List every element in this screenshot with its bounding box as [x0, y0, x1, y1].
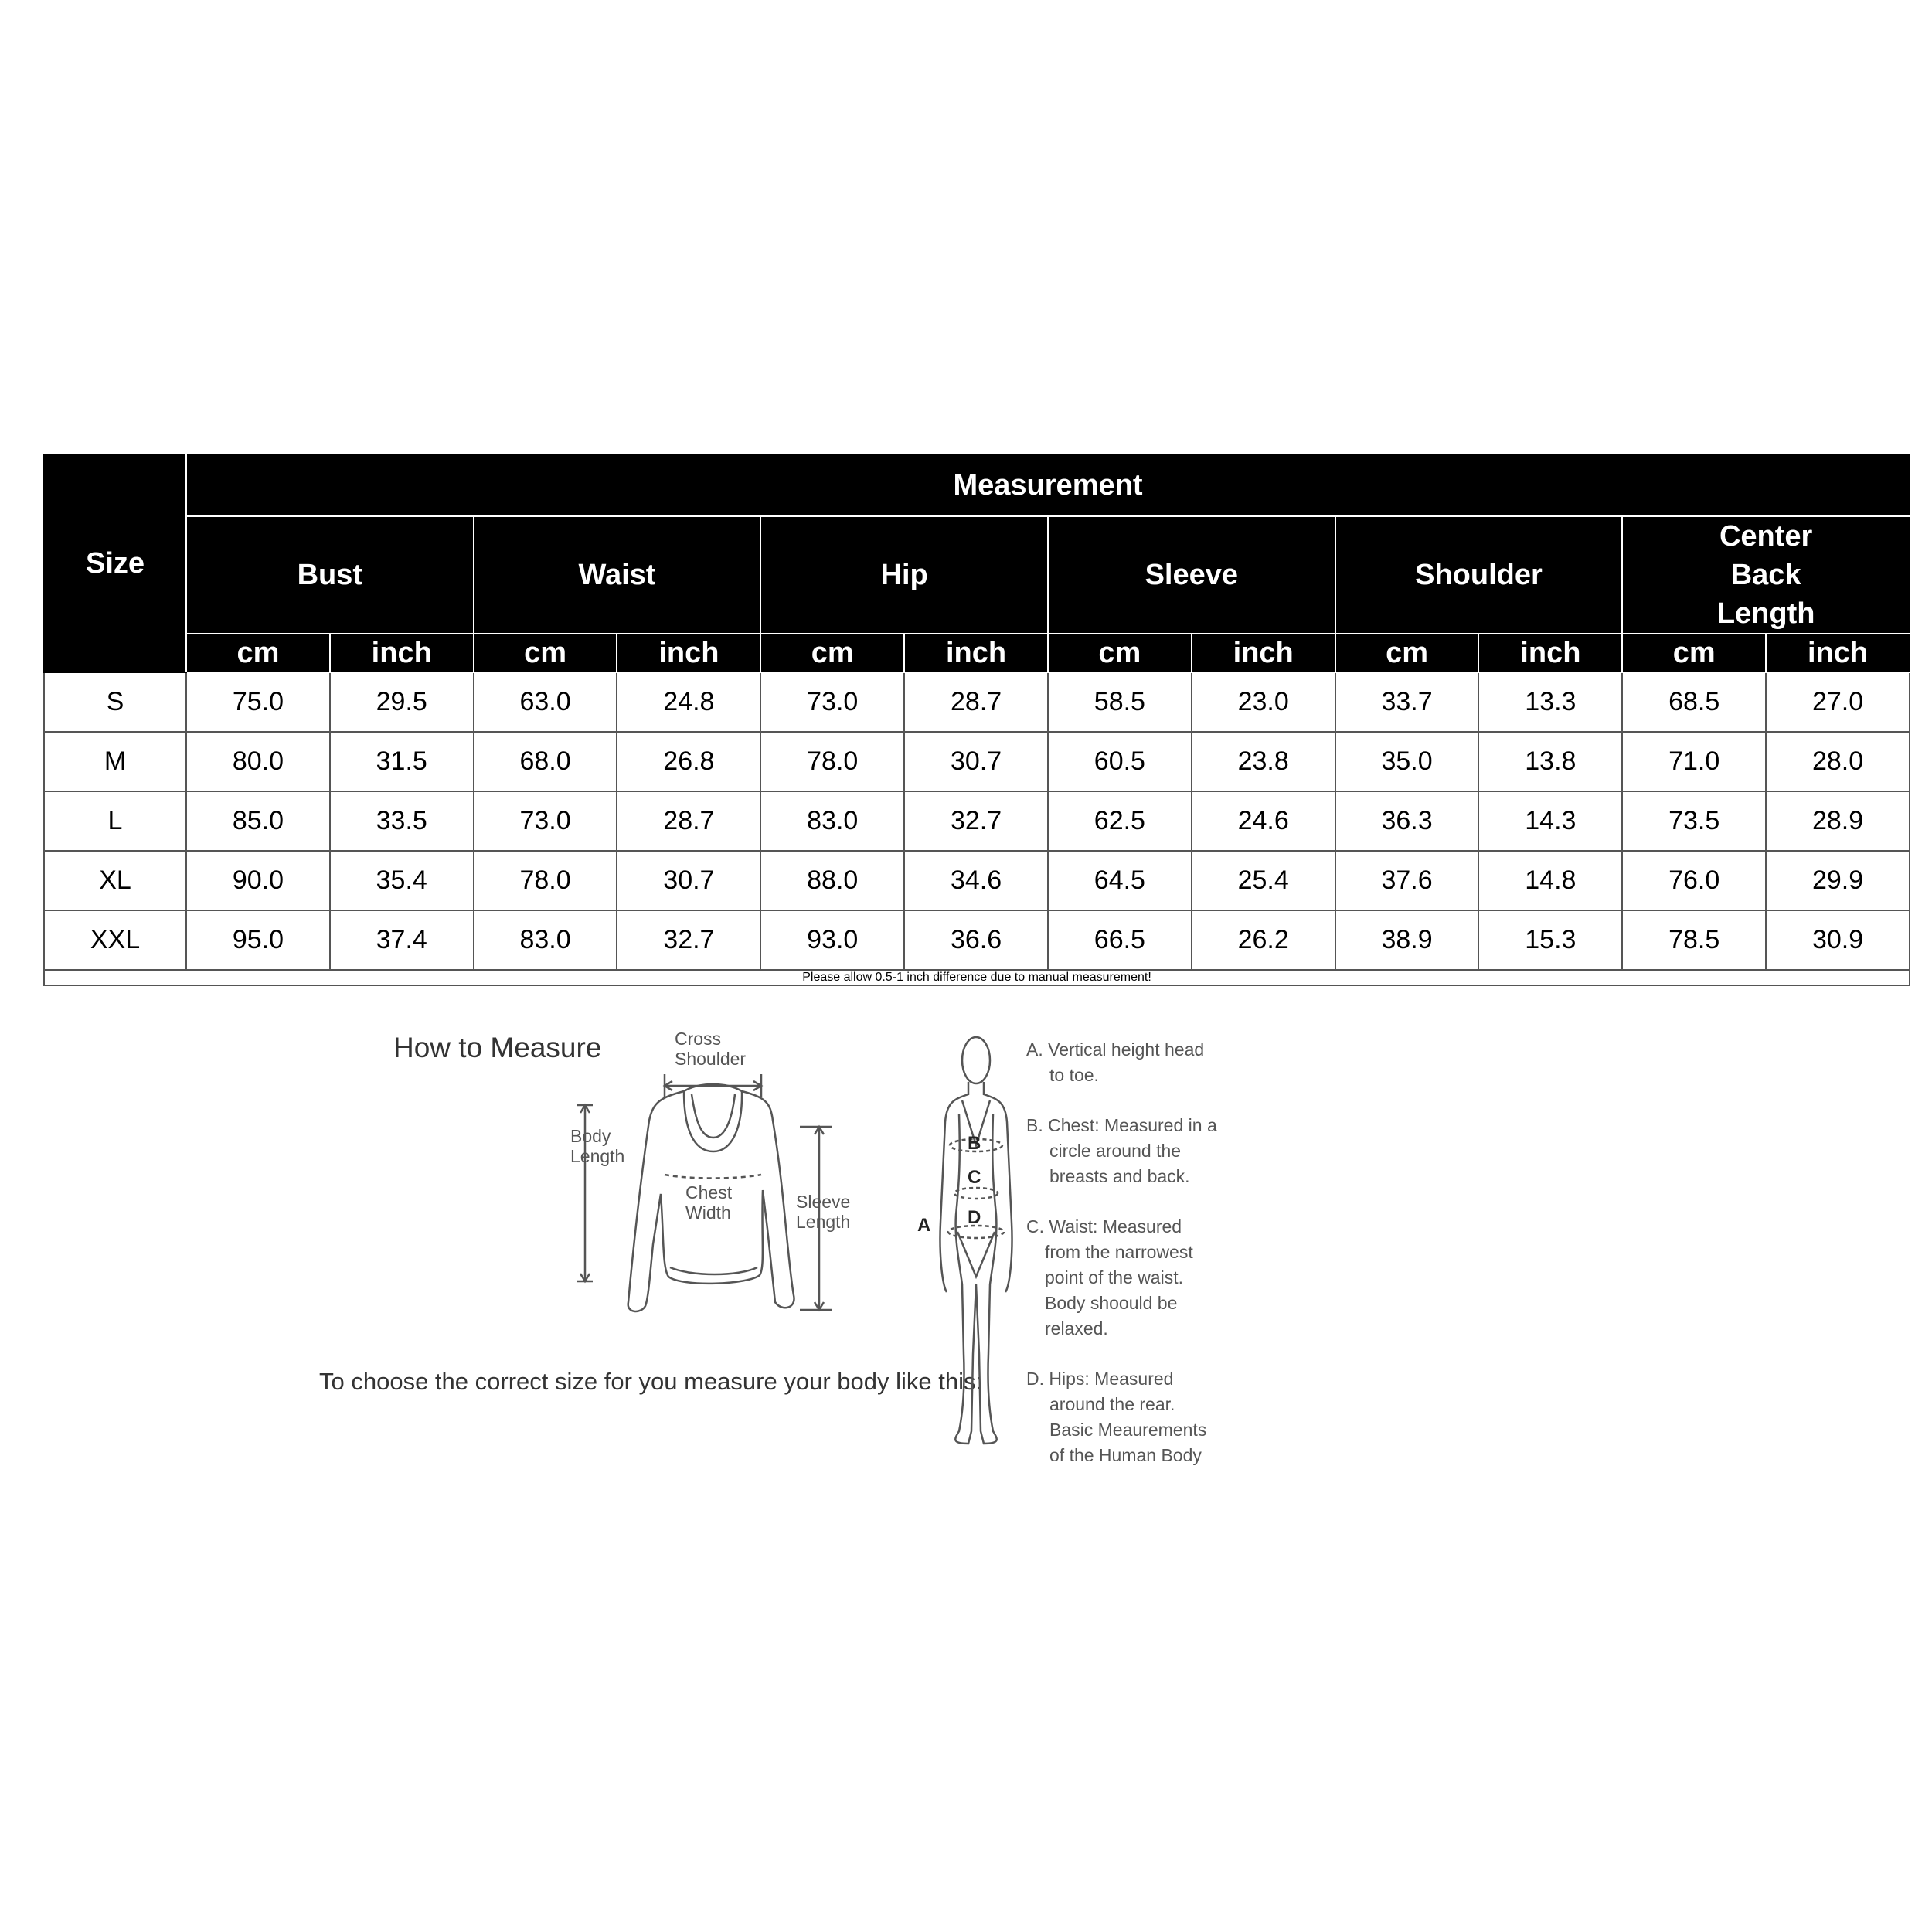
instruction-text: To choose the correct size for you measure your body like this:: [319, 1368, 983, 1395]
value-cell: 93.0: [760, 910, 904, 970]
value-cell: 83.0: [760, 791, 904, 851]
unit-header-cm: cm: [474, 634, 617, 672]
value-cell: 66.5: [1048, 910, 1192, 970]
value-cell: 71.0: [1622, 732, 1766, 791]
value-cell: 73.0: [760, 672, 904, 732]
size-cell: XL: [44, 851, 186, 910]
value-cell: 27.0: [1766, 672, 1910, 732]
value-cell: 30.7: [904, 732, 1048, 791]
value-cell: 68.5: [1622, 672, 1766, 732]
value-cell: 33.7: [1335, 672, 1479, 732]
value-cell: 78.0: [474, 851, 617, 910]
value-cell: 73.0: [474, 791, 617, 851]
note-d: [1026, 1366, 1258, 1468]
value-cell: 36.6: [904, 910, 1048, 970]
value-cell: 25.4: [1192, 851, 1335, 910]
figure-letter-c: C: [968, 1167, 981, 1188]
value-cell: 60.5: [1048, 732, 1192, 791]
unit-header-inch: inch: [330, 634, 474, 672]
chest-width-label-line1: Chest: [685, 1182, 733, 1202]
value-cell: 64.5: [1048, 851, 1192, 910]
figure-letter-d: D: [968, 1207, 981, 1228]
note-b-line3: breasts and back.: [1049, 1166, 1190, 1186]
body-length-label-line2: Length: [570, 1146, 625, 1166]
unit-header-cm: cm: [1335, 634, 1479, 672]
value-cell: 34.6: [904, 851, 1048, 910]
note-d-line3: Basic Meaurements: [1049, 1420, 1207, 1440]
note-d-line4: of the Human Body: [1049, 1445, 1202, 1465]
unit-header-inch: inch: [1192, 634, 1335, 672]
value-cell: 30.9: [1766, 910, 1910, 970]
value-cell: 35.4: [330, 851, 474, 910]
header-row-units: [44, 634, 1910, 672]
group-header-waist: Waist: [474, 516, 761, 634]
figure-letter-b: B: [968, 1133, 981, 1154]
value-cell: 23.8: [1192, 732, 1335, 791]
size-row-l: [44, 791, 1910, 851]
figure-letter-a: A: [917, 1215, 931, 1236]
value-cell: 28.0: [1766, 732, 1910, 791]
note-a-line1: A. Vertical height head: [1026, 1039, 1205, 1060]
size-cell: XXL: [44, 910, 186, 970]
note-a: [1026, 1037, 1258, 1088]
value-cell: 80.0: [186, 732, 330, 791]
value-cell: 83.0: [474, 910, 617, 970]
group-header-bust: Bust: [186, 516, 474, 634]
group-header-hip: Hip: [760, 516, 1048, 634]
value-cell: 30.7: [617, 851, 760, 910]
group-header-shoulder: Shoulder: [1335, 516, 1623, 634]
note-c-line4: Body shoould be: [1045, 1293, 1178, 1313]
center-back-length-label: Center Back Length: [1716, 520, 1815, 630]
value-cell: 29.5: [330, 672, 474, 732]
measurement-header: Measurement: [186, 455, 1910, 516]
value-cell: 95.0: [186, 910, 330, 970]
body-figure-illustration: [931, 1029, 1024, 1462]
value-cell: 37.4: [330, 910, 474, 970]
unit-header-inch: inch: [904, 634, 1048, 672]
size-chart-table: [43, 454, 1910, 986]
value-cell: 68.0: [474, 732, 617, 791]
body-length-label-line1: Body: [570, 1126, 611, 1146]
note-b-line2: circle around the: [1049, 1141, 1182, 1161]
value-cell: 35.0: [1335, 732, 1479, 791]
size-cell: L: [44, 791, 186, 851]
unit-header-cm: cm: [186, 634, 330, 672]
how-to-measure-title: How to Measure: [393, 1032, 602, 1063]
value-cell: 26.2: [1192, 910, 1335, 970]
note-c-line3: point of the waist.: [1045, 1267, 1183, 1287]
unit-header-inch: inch: [1478, 634, 1622, 672]
group-header-sleeve: Sleeve: [1048, 516, 1335, 634]
note-c-line2: from the narrowest: [1045, 1242, 1193, 1262]
value-cell: 36.3: [1335, 791, 1479, 851]
value-cell: 73.5: [1622, 791, 1766, 851]
value-cell: 23.0: [1192, 672, 1335, 732]
value-cell: 31.5: [330, 732, 474, 791]
size-row-s: [44, 672, 1910, 732]
value-cell: 28.7: [904, 672, 1048, 732]
note-b: [1026, 1113, 1258, 1189]
header-row-measurement: [44, 455, 1910, 516]
value-cell: 85.0: [186, 791, 330, 851]
size-cell: M: [44, 732, 186, 791]
value-cell: 24.6: [1192, 791, 1335, 851]
group-header-center-back-length: [1622, 516, 1910, 634]
value-cell: 76.0: [1622, 851, 1766, 910]
unit-header-cm: cm: [760, 634, 904, 672]
value-cell: 90.0: [186, 851, 330, 910]
value-cell: 75.0: [186, 672, 330, 732]
value-cell: 37.6: [1335, 851, 1479, 910]
value-cell: 88.0: [760, 851, 904, 910]
value-cell: 26.8: [617, 732, 760, 791]
measurement-note: Please allow 0.5-1 inch difference due to manual measurement!: [44, 970, 1910, 985]
value-cell: 63.0: [474, 672, 617, 732]
cross-shoulder-label-line2: Shoulder: [675, 1049, 747, 1069]
unit-header-cm: cm: [1048, 634, 1192, 672]
value-cell: 28.9: [1766, 791, 1910, 851]
value-cell: 14.8: [1478, 851, 1622, 910]
size-cell: S: [44, 672, 186, 732]
chest-width-label-line2: Width: [685, 1202, 731, 1223]
value-cell: 58.5: [1048, 672, 1192, 732]
note-d-line2: around the rear.: [1049, 1394, 1175, 1414]
size-row-xxl: [44, 910, 1910, 970]
value-cell: 29.9: [1766, 851, 1910, 910]
header-row-groups: [44, 516, 1910, 634]
note-d-line1: D. Hips: Measured: [1026, 1369, 1174, 1389]
value-cell: 32.7: [617, 910, 760, 970]
sleeve-length-label-line2: Length: [796, 1212, 851, 1232]
body-measurement-notes: [1026, 1037, 1258, 1493]
value-cell: 62.5: [1048, 791, 1192, 851]
value-cell: 38.9: [1335, 910, 1479, 970]
unit-header-inch: inch: [1766, 634, 1910, 672]
value-cell: 14.3: [1478, 791, 1622, 851]
size-column-header: Size: [44, 455, 186, 672]
unit-header-cm: cm: [1622, 634, 1766, 672]
cross-shoulder-label-line1: Cross: [675, 1029, 722, 1049]
value-cell: 15.3: [1478, 910, 1622, 970]
value-cell: 32.7: [904, 791, 1048, 851]
note-c-line5: relaxed.: [1045, 1318, 1108, 1338]
value-cell: 13.8: [1478, 732, 1622, 791]
note-row: [44, 970, 1910, 985]
note-a-line2: to toe.: [1049, 1065, 1099, 1085]
note-b-line1: B. Chest: Measured in a: [1026, 1115, 1217, 1135]
note-c: [1026, 1214, 1258, 1342]
value-cell: 24.8: [617, 672, 760, 732]
note-c-line1: C. Waist: Measured: [1026, 1216, 1182, 1236]
size-row-xl: [44, 851, 1910, 910]
size-row-m: [44, 732, 1910, 791]
unit-header-inch: inch: [617, 634, 760, 672]
size-rows: [44, 672, 1910, 970]
value-cell: 78.0: [760, 732, 904, 791]
value-cell: 28.7: [617, 791, 760, 851]
sleeve-length-label-line1: Sleeve: [796, 1192, 851, 1212]
value-cell: 13.3: [1478, 672, 1622, 732]
value-cell: 78.5: [1622, 910, 1766, 970]
value-cell: 33.5: [330, 791, 474, 851]
